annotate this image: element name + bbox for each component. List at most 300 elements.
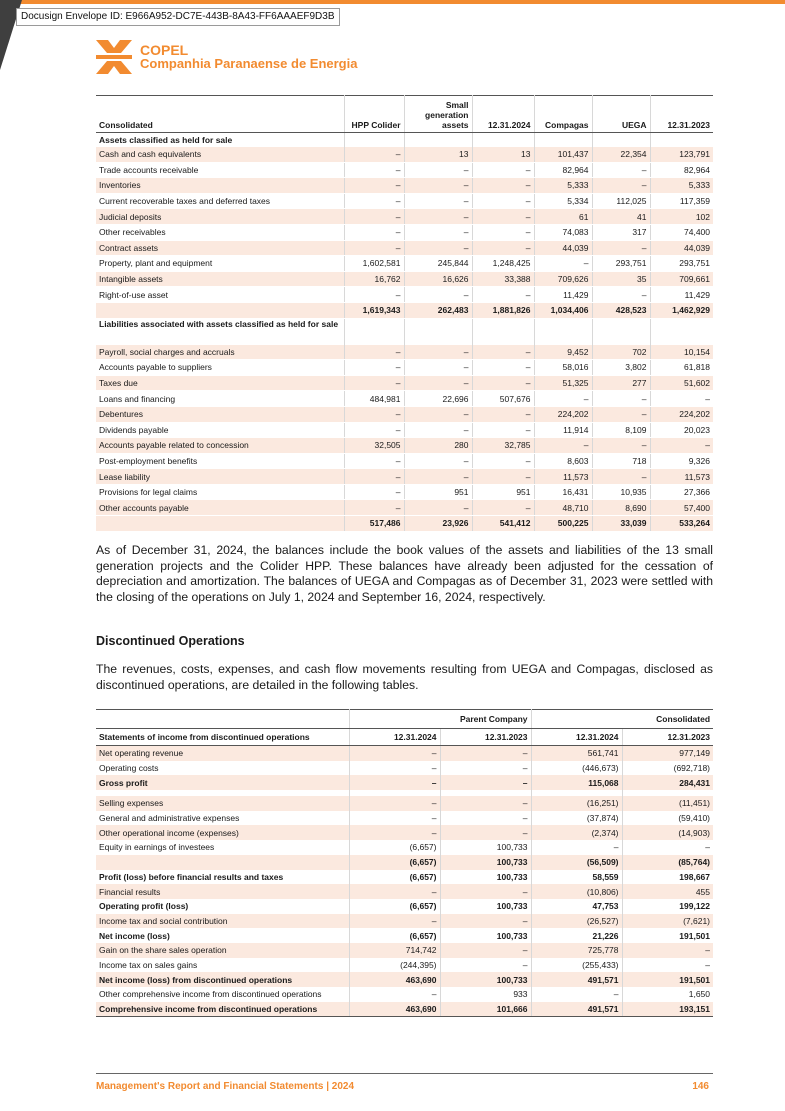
value-cell: 714,742 [349,943,440,958]
value-cell: 11,573 [650,469,713,485]
section-heading: Liabilities associated with assets classified as held for sale [99,318,339,329]
table-row [96,375,713,391]
value-cell: (692,718) [622,761,713,776]
brand-full-name: Companhia Paranaense de Energia [140,56,358,71]
value-cell: – [344,240,404,256]
value-cell: – [344,469,404,485]
row-label [96,855,349,870]
value-cell: – [472,375,534,391]
row-label: Cash and cash equivalents [96,147,344,162]
row-label: Provisions for legal claims [96,484,344,500]
brand-name: COPEL [140,42,189,58]
table-row [96,147,713,162]
value-cell: 5,333 [534,178,592,194]
value-cell: – [344,224,404,240]
value-cell: – [531,840,622,855]
value-cell: – [440,796,531,811]
value-cell: 74,400 [650,224,713,240]
value-cell: 102 [650,209,713,225]
table-row [96,360,713,376]
value-cell: 13 [472,147,534,162]
table-row [96,224,713,240]
value-cell: 117,359 [650,193,713,209]
value-cell: 101,666 [440,1002,531,1017]
value-cell: – [404,453,472,469]
value-cell: 51,325 [534,375,592,391]
value-cell: (85,764) [622,855,713,870]
row-label: Lease liability [96,469,344,485]
table-row [96,840,713,855]
total-cell: 23,926 [404,516,472,532]
value-cell: 11,429 [650,287,713,303]
column-header: 12.31.2024 [472,96,534,133]
row-label: Financial results [96,884,349,899]
value-cell: – [472,345,534,360]
value-cell: (6,657) [349,928,440,943]
column-header: UEGA [592,96,650,133]
value-cell: 41 [592,209,650,225]
total-cell: 1,034,406 [534,302,592,318]
top-accent-bar [0,0,785,4]
table-row [96,209,713,225]
section-heading-discontinued: Discontinued Operations [96,634,245,648]
value-cell: – [404,224,472,240]
row-label: Profit (loss) before financial results and taxes [99,871,284,882]
total-cell: 33,039 [592,516,650,532]
value-cell: 5,334 [534,193,592,209]
value-cell: 100,733 [440,840,531,855]
table-row [96,811,713,826]
value-cell: – [404,360,472,376]
value-cell: 491,571 [531,972,622,987]
table-row [96,1002,713,1017]
value-cell: 100,733 [440,855,531,870]
total-row [96,516,713,532]
value-cell: – [344,162,404,178]
value-cell: – [472,453,534,469]
value-cell: – [349,825,440,840]
table-row [96,928,713,943]
value-cell: – [344,375,404,391]
total-label [96,516,344,532]
table-row [96,287,713,303]
value-cell: – [344,193,404,209]
value-cell: 61,818 [650,360,713,376]
total-cell: 1,619,343 [344,302,404,318]
table-row [96,987,713,1002]
total-cell: 500,225 [534,516,592,532]
value-cell: 100,733 [440,870,531,885]
empty-cell [96,710,349,729]
total-cell: 1,881,826 [472,302,534,318]
table-row [96,870,713,885]
value-cell: – [472,193,534,209]
value-cell: 977,149 [622,746,713,761]
row-label: Gross profit [96,775,349,790]
value-cell: 11,573 [534,469,592,485]
value-cell: 191,501 [622,972,713,987]
table-row [96,899,713,914]
table-row [96,271,713,287]
value-cell: – [349,775,440,790]
value-cell: – [344,500,404,516]
row-label: Gain on the share sales operation [96,943,349,958]
table-row [96,914,713,929]
value-cell: 293,751 [650,256,713,272]
value-cell: – [592,469,650,485]
value-cell: – [440,811,531,826]
column-header: 12.31.2024 [349,729,440,746]
value-cell: (14,903) [622,825,713,840]
empty-cell [344,318,404,345]
row-label: Income tax and social contribution [96,914,349,929]
value-cell: – [472,500,534,516]
value-cell: 8,690 [592,500,650,516]
value-cell: 115,068 [531,775,622,790]
value-cell: 33,388 [472,271,534,287]
value-cell: – [440,943,531,958]
row-label: Trade accounts receivable [96,162,344,178]
empty-cell [472,133,534,148]
value-cell: 16,626 [404,271,472,287]
value-cell: 709,626 [534,271,592,287]
total-cell: 533,264 [650,516,713,532]
value-cell: (255,433) [531,958,622,973]
row-label: Operating costs [99,763,159,774]
value-cell: 277 [592,375,650,391]
value-cell: 51,602 [650,375,713,391]
empty-cell [472,318,534,345]
value-cell: (56,509) [531,855,622,870]
row-label: Debentures [96,406,344,422]
value-cell: 224,202 [534,406,592,422]
empty-cell [404,133,472,148]
value-cell: – [404,500,472,516]
value-cell: – [440,958,531,973]
row-label: Selling expenses [96,796,349,811]
value-cell: – [472,422,534,438]
value-cell: – [440,746,531,761]
value-cell: 100,733 [440,899,531,914]
value-cell: 10,935 [592,484,650,500]
footer [96,1081,713,1092]
row-label: General and administrative expenses [99,813,240,824]
table-row [96,775,713,790]
table-row [96,796,713,811]
value-cell: 61 [534,209,592,225]
total-row [96,302,713,318]
value-cell: 47,753 [531,899,622,914]
value-cell: – [344,345,404,360]
row-label: Accounts payable to suppliers [96,360,344,376]
value-cell: 32,505 [344,438,404,454]
value-cell: 284,431 [622,775,713,790]
value-cell: – [592,391,650,407]
value-cell: (11,451) [622,796,713,811]
row-label: Equity in earnings of investees [99,842,215,853]
value-cell: (6,657) [349,870,440,885]
value-cell: (6,657) [349,899,440,914]
value-cell: 11,429 [534,287,592,303]
value-cell: – [440,825,531,840]
value-cell: 193,151 [622,1002,713,1017]
value-cell: – [622,958,713,973]
value-cell: 74,083 [534,224,592,240]
value-cell: – [349,987,440,1002]
row-label: Right-of-use asset [96,287,344,303]
table-row [96,345,713,360]
value-cell: 199,122 [622,899,713,914]
value-cell: – [472,287,534,303]
value-cell: 491,571 [531,1002,622,1017]
row-label: Loans and financing [96,391,344,407]
group-consolidated: Consolidated [531,710,713,729]
table-row [96,422,713,438]
value-cell: 35 [592,271,650,287]
row-label: Current recoverable taxes and deferred taxes [96,193,344,209]
total-cell: 428,523 [592,302,650,318]
table-row [96,855,713,870]
value-cell: (446,673) [531,761,622,776]
value-cell: 198,667 [622,870,713,885]
column-header: 12.31.2023 [622,729,713,746]
row-label: Net income (loss) [99,930,170,941]
table-row [96,761,713,776]
value-cell: 112,025 [592,193,650,209]
value-cell: 44,039 [650,240,713,256]
value-cell: 951 [472,484,534,500]
section-heading-row [96,133,713,148]
value-cell: – [472,360,534,376]
table-row [96,406,713,422]
value-cell: (59,410) [622,811,713,826]
column-header: HPP Colider [344,96,404,133]
value-cell: – [344,287,404,303]
value-cell: 507,676 [472,391,534,407]
column-header: 12.31.2024 [531,729,622,746]
value-cell: 100,733 [440,928,531,943]
value-cell: 293,751 [592,256,650,272]
value-cell: 702 [592,345,650,360]
footer-title: Management's Report and Financial Statements | 2024 [96,1081,355,1092]
value-cell: – [472,162,534,178]
row-label: Contract assets [96,240,344,256]
value-cell: – [440,775,531,790]
total-cell: 1,462,929 [650,302,713,318]
value-cell: 933 [440,987,531,1002]
value-cell: – [472,240,534,256]
value-cell: 1,650 [622,987,713,1002]
value-cell: – [650,391,713,407]
value-cell: – [440,761,531,776]
table-header-row [96,729,713,746]
value-cell: 21,226 [531,928,622,943]
value-cell: (7,621) [622,914,713,929]
empty-cell [650,318,713,345]
page-number: 146 [692,1081,709,1092]
value-cell: 123,791 [650,147,713,162]
table-row [96,825,713,840]
table-row [96,453,713,469]
row-label: Net income (loss) from discontinued operations [96,972,349,987]
value-cell: – [534,256,592,272]
value-cell: – [404,287,472,303]
table-row [96,469,713,485]
value-cell: (16,251) [531,796,622,811]
value-cell: – [344,178,404,194]
group-parent-company: Parent Company [349,710,531,729]
value-cell: – [531,987,622,1002]
value-cell: – [344,360,404,376]
value-cell: 455 [622,884,713,899]
value-cell: – [404,469,472,485]
row-label: Judicial deposits [96,209,344,225]
value-cell: (6,657) [349,855,440,870]
row-label: Operating profit (loss) [99,901,189,912]
value-cell: – [349,884,440,899]
footer-rule [96,1073,713,1074]
copel-logo [96,40,357,74]
value-cell: – [344,147,404,162]
row-label: Net operating revenue [96,746,349,761]
table-row [96,500,713,516]
value-cell: 57,400 [650,500,713,516]
row-label: Other comprehensive income from discontinued operations [99,989,322,1000]
table-header-row [96,96,713,133]
value-cell: – [534,391,592,407]
value-cell: 82,964 [534,162,592,178]
table-row [96,943,713,958]
value-cell: – [349,914,440,929]
total-cell: 541,412 [472,516,534,532]
value-cell: 1,602,581 [344,256,404,272]
value-cell: 317 [592,224,650,240]
value-cell: 16,762 [344,271,404,287]
group-header-row [96,710,713,729]
row-label: Other accounts payable [96,500,344,516]
table-row [96,240,713,256]
paragraph-balances: As of December 31, 2024, the balances include the book values of the assets and liabilities of the 13 small generation projects and the Colider HPP. These balances have already been adjusted for the cessation of depreciation and amortization. The balances of UEGA and Compagas as of December 31, 2023 were settled with the closing of the operations on July 1, 2024 and September 16, 2024, respectively. [96,543,713,604]
table-row [96,746,713,761]
value-cell: – [404,406,472,422]
value-cell: – [592,287,650,303]
value-cell: (2,374) [531,825,622,840]
value-cell: – [344,209,404,225]
table-row [96,178,713,194]
value-cell: 1,248,425 [472,256,534,272]
table-row [96,162,713,178]
column-header: 12.31.2023 [440,729,531,746]
held-for-sale-table [96,95,713,532]
discontinued-operations-table [96,709,713,1017]
value-cell: – [472,178,534,194]
value-cell: 13 [404,147,472,162]
empty-cell [404,318,472,345]
table-row [96,256,713,272]
value-cell: – [650,438,713,454]
paragraph-discontinued: The revenues, costs, expenses, and cash flow movements resulting from UEGA and Compagas, disclosed as discontinued operations, are detailed in the following tables. [96,662,713,692]
value-cell: 44,039 [534,240,592,256]
value-cell: – [349,761,440,776]
value-cell: 8,603 [534,453,592,469]
value-cell: – [592,162,650,178]
value-cell: 22,354 [592,147,650,162]
value-cell: – [534,438,592,454]
column-header: Small generation assets [404,96,472,133]
row-label: Comprehensive income from discontinued operations [96,1002,349,1017]
row-label: Post-employment benefits [96,453,344,469]
value-cell: – [404,375,472,391]
row-label: Intangible assets [96,271,344,287]
value-cell: 463,690 [349,972,440,987]
value-cell: 27,366 [650,484,713,500]
value-cell: 725,778 [531,943,622,958]
row-label: Taxes due [96,375,344,391]
value-cell: 191,501 [622,928,713,943]
value-cell: (244,395) [349,958,440,973]
value-cell: – [404,162,472,178]
value-cell: 9,326 [650,453,713,469]
table-row [96,958,713,973]
value-cell: – [349,796,440,811]
table-row [96,484,713,500]
value-cell: (6,657) [349,840,440,855]
value-cell: 224,202 [650,406,713,422]
value-cell: – [404,345,472,360]
value-cell: 22,696 [404,391,472,407]
table-row [96,438,713,454]
value-cell: 9,452 [534,345,592,360]
value-cell: 8,109 [592,422,650,438]
value-cell: 3,802 [592,360,650,376]
value-cell: – [472,469,534,485]
row-label: Dividends payable [96,422,344,438]
value-cell: 245,844 [404,256,472,272]
value-cell: (37,874) [531,811,622,826]
column-header: Compagas [534,96,592,133]
row-label: Payroll, social charges and accruals [96,345,344,360]
value-cell: – [472,224,534,240]
value-cell: – [440,914,531,929]
table-row [96,193,713,209]
value-cell: 58,559 [531,870,622,885]
empty-cell [650,133,713,148]
row-label: Other receivables [96,224,344,240]
value-cell: 20,023 [650,422,713,438]
row-label: Income tax on sales gains [99,959,198,970]
value-cell: – [404,422,472,438]
value-cell: – [344,406,404,422]
value-cell: – [592,406,650,422]
empty-cell [592,318,650,345]
value-cell: – [472,209,534,225]
value-cell: 718 [592,453,650,469]
value-cell: 709,661 [650,271,713,287]
value-cell: 484,981 [344,391,404,407]
value-cell: 16,431 [534,484,592,500]
table-row [96,884,713,899]
value-cell: 100,733 [440,972,531,987]
value-cell: 11,914 [534,422,592,438]
table-row [96,391,713,407]
empty-cell [592,133,650,148]
empty-cell [534,133,592,148]
column-header: Consolidated [96,96,344,133]
value-cell: – [622,943,713,958]
row-label: Property, plant and equipment [96,256,344,272]
value-cell: 58,016 [534,360,592,376]
column-header: 12.31.2023 [650,96,713,133]
